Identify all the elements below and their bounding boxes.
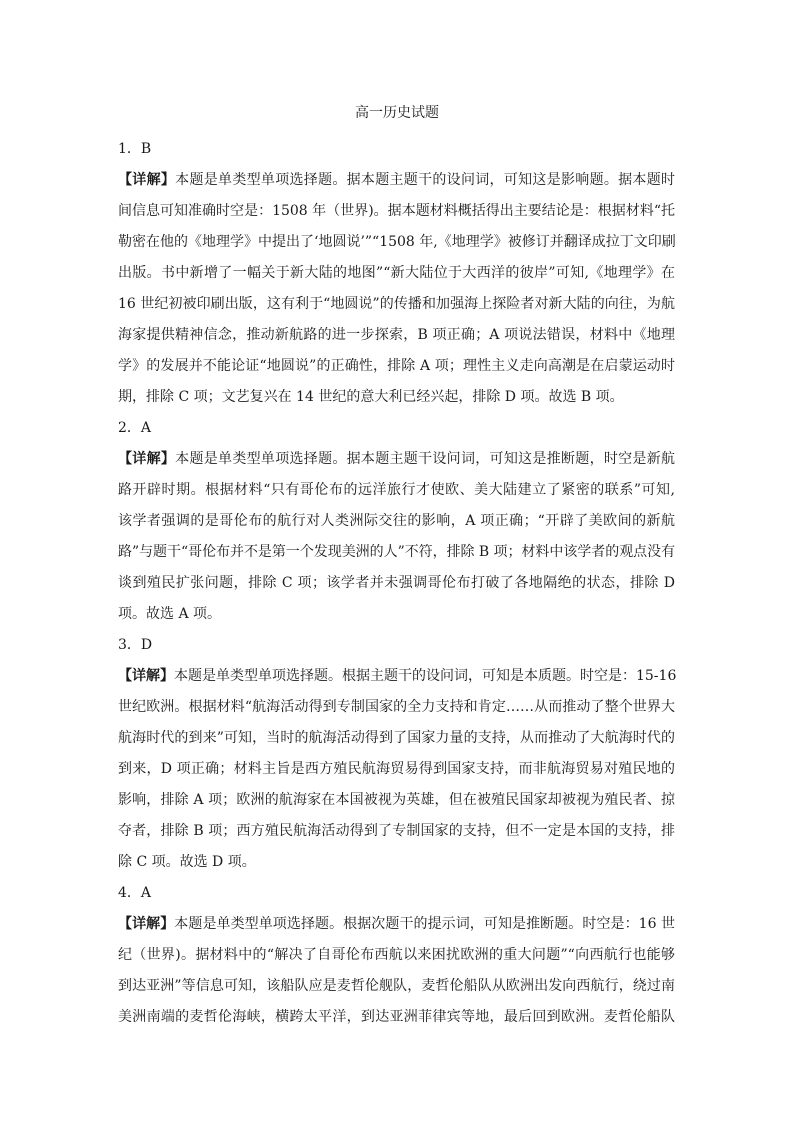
text-line: 谈到殖民扩张问题，排除 C 项；该学者并未强调哥伦布打破了各地隔绝的状态，排除 D: [118, 575, 675, 591]
text-line: 除 C 项。故选 D 项。: [118, 854, 256, 870]
answer-explanation: [118, 444, 675, 630]
text-line: 路”与题干“哥伦布并不是第一个发现美洲的人”不符，排除 B 项；材料中该学者的观点没有: [118, 544, 675, 560]
detail-tag: 【详解】: [118, 916, 175, 932]
text-line: 美洲南端的麦哲伦海峡，横跨太平洋，到达亚洲菲律宾等地，最后回到欧洲。麦哲伦船队: [118, 1009, 675, 1025]
text-line: 夺者，排除 B 项；西方殖民航海活动得到了专制国家的支持，但不一定是本国的支持，排: [118, 823, 675, 839]
question-number: 1．B: [118, 141, 152, 157]
text-line: 到来，D 项正确；材料主旨是西方殖民航海贸易得到国家支持，而非航海贸易对殖民地的: [118, 761, 675, 777]
text-line: 该学者强调的是哥伦布的航行对人类洲际交往的影响，A 项正确；“开辟了美欧间的新航: [118, 513, 675, 529]
text-line: 【详解】本题是单类型单项选择题。根据次题干的提示词，可知是推断题。时空是：16 世: [118, 916, 676, 932]
text-line: 勒密在他的《地理学》中提出了‘地圆说’”“1508 年,《地理学》被修订并翻译成拉丁文印刷: [118, 234, 676, 250]
text-line: 路开辟时期。根据材料“只有哥伦布的远洋旅行才使欧、美大陆建立了紧密的联系”可知,: [118, 482, 675, 498]
question-number: 2．A: [118, 420, 152, 436]
answer-explanation: [118, 661, 675, 878]
answer-explanation: [118, 165, 675, 413]
text-line: 【详解】本题是单类型单项选择题。根据主题干的设问词，可知是本质题。时空是：15-16: [118, 668, 677, 684]
text-line: 期，排除 C 项；文艺复兴在 14 世纪的意大利已经兴起，排除 D 项。故选 B 项。: [118, 389, 624, 405]
detail-tag: 【详解】: [118, 172, 176, 188]
text-line: 航海时代的到来”可知，当时的航海活动得到了国家力量的支持，从而推动了大航海时代的: [118, 730, 675, 746]
text-line: 世纪欧洲。根据材料“航海活动得到专制国家的全力支持和肯定……从而推动了整个世界大: [118, 699, 675, 715]
text-line: 【详解】本题是单类型单项选择题。据本题主题干的设问词，可知这是影响题。据本题时: [118, 172, 676, 188]
text-line: 项。故选 A 项。: [118, 606, 222, 622]
text-line: 学》的发展并不能论证“地圆说”的正确性，排除 A 项；理性主义走向高潮是在启蒙运动时: [118, 358, 675, 374]
detail-tag: 【详解】: [118, 668, 174, 684]
detail-tag: 【详解】: [118, 451, 176, 467]
text-line: 【详解】本题是单类型单项选择题。据本题主题干设问词，可知这是推断题，时空是新航: [118, 451, 676, 467]
answer-list: [118, 134, 675, 1033]
text-line: 到达亚洲”等信息可知，该船队应是麦哲伦舰队，麦哲伦船队从欧洲出发向西航行，绕过南: [118, 978, 675, 994]
text-line: 影响，排除 A 项；欧洲的航海家在本国被视为英雄，但在被殖民国家却被视为殖民者、掠: [118, 792, 675, 808]
text-line: 间信息可知准确时空是：1508 年（世界)。据本题材料概括得出主要结论是：根据材料“托: [118, 203, 675, 219]
text-line: 出版。书中新增了一幅关于新大陆的地图”“新大陆位于大西洋的彼岸”可知,《地理学》在: [118, 265, 675, 281]
answer-explanation: [118, 909, 675, 1033]
text-line: 海家提供精神信念，推动新航路的进一步探索，B 项正确；A 项说法错误，材料中《地理: [118, 327, 675, 343]
text-line: 16 世纪初被印刷出版，这有利于“地圆说”的传播和加强海上探险者对新大陆的向往，为航: [118, 296, 675, 312]
question-number: 3．D: [118, 637, 153, 653]
text-line: 纪（世界)。据材料中的“解决了自哥伦布西航以来困扰欧洲的重大问题”“向西航行也能够: [118, 947, 675, 963]
page-title: 高一历史试题: [355, 105, 439, 121]
question-number: 4．A: [118, 885, 152, 901]
